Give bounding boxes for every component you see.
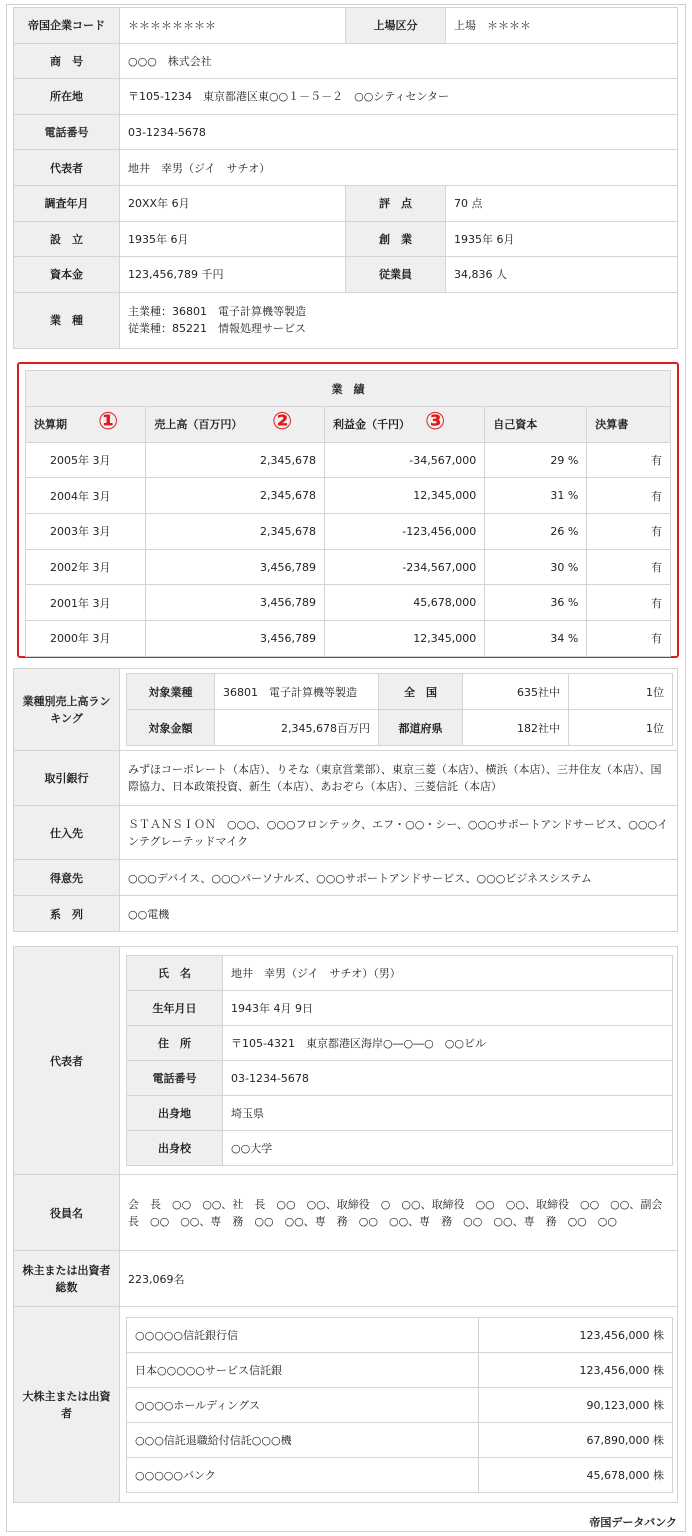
shareholder-row (127, 1422, 673, 1457)
period-cell: 2001年 3月 (26, 585, 146, 621)
score-value: 70 点 (446, 185, 678, 221)
group-value: ○○電機 (120, 896, 678, 932)
shareholders-count-value: 223,069名 (120, 1251, 678, 1307)
employees-label: 従業員 (346, 257, 446, 293)
rep-phone-value: 03-1234-5678 (223, 1061, 673, 1096)
marker-3: ③ (425, 407, 446, 435)
customers-value: ○○○デバイス、○○○パーソナルズ、○○○サポートアンドサービス、○○○ビジネスシステム (120, 860, 678, 896)
established-label: 設 立 (14, 221, 120, 257)
ranking-detail (120, 669, 678, 751)
capital-value: 123,456,789 千円 (120, 257, 346, 293)
target-industry-label: 対象業種 (127, 674, 215, 710)
group-label: 系 列 (14, 896, 120, 932)
shareholders-count-label: 株主または出資者総数 (14, 1251, 120, 1307)
period-cell: 2004年 3月 (26, 478, 146, 514)
employees-value: 34,836 人 (446, 257, 678, 293)
target-amount-label: 対象金額 (127, 710, 215, 746)
industry-main: 主業種：36801 電子計算機等製造 (128, 305, 306, 319)
score-label: 評 点 (346, 185, 446, 221)
shareholder-row (127, 1352, 673, 1387)
prefecture-rank: 1位 (569, 710, 673, 746)
shareholder-row (127, 1317, 673, 1352)
rep-name-value: 地井 幸男（ジイ サチオ）（男） (223, 956, 673, 991)
statement-cell: 有 (587, 585, 671, 621)
sales-cell: 3,456,789 (146, 549, 325, 585)
rep-phone-label: 電話番号 (127, 1061, 223, 1096)
national-rank: 1位 (569, 674, 673, 710)
performance-highlight-box (17, 362, 679, 658)
shareholder-name: ○○○信託退職給付信託○○○機 (127, 1422, 479, 1457)
shareholder-name: ○○○○○信託銀行信 (127, 1317, 479, 1352)
industry-value (120, 292, 678, 348)
representative-table (13, 946, 678, 1503)
profit-cell: 12,345,000 (325, 621, 485, 657)
representative-label: 代表者 (14, 150, 120, 186)
rep-details (120, 947, 678, 1175)
performance-row (26, 549, 671, 585)
ranking-label: 業種別売上高ランキング (14, 669, 120, 751)
representative-value: 地井 幸男（ジイ サチオ） (120, 150, 678, 186)
founded-label: 創 業 (346, 221, 446, 257)
company-name-value: ○○○ 株式会社 (120, 43, 678, 79)
rep-birth-label: 生年月日 (127, 991, 223, 1026)
shareholder-shares: 45,678,000 株 (479, 1457, 673, 1492)
header-equity: 自己資本 (485, 407, 587, 443)
statement-cell: 有 (587, 549, 671, 585)
prefecture-count: 182社中 (463, 710, 569, 746)
header-profit: 利益金（千円） (325, 407, 485, 443)
capital-label: 資本金 (14, 257, 120, 293)
header-statement: 決算書 (587, 407, 671, 443)
target-industry-value: 36801 電子計算機等製造 (215, 674, 379, 710)
equity-cell: 26 % (485, 514, 587, 550)
shareholder-shares: 90,123,000 株 (479, 1387, 673, 1422)
shareholder-shares: 67,890,000 株 (479, 1422, 673, 1457)
industry-label: 業 種 (14, 292, 120, 348)
period-cell: 2002年 3月 (26, 549, 146, 585)
performance-row (26, 621, 671, 657)
performance-row (26, 585, 671, 621)
target-amount-value: 2,345,678百万円 (215, 710, 379, 746)
phone-label: 電話番号 (14, 114, 120, 150)
equity-cell: 30 % (485, 549, 587, 585)
phone-value: 03-1234-5678 (120, 114, 678, 150)
header-sales: 売上高（百万円） (146, 407, 325, 443)
code-label: 帝国企業コード (14, 8, 120, 44)
address-label: 所在地 (14, 79, 120, 115)
major-shareholders-label: 大株主または出資者 (14, 1307, 120, 1503)
shareholder-name: ○○○○○バンク (127, 1457, 479, 1492)
rep-school-label: 出身校 (127, 1131, 223, 1166)
code-value: ＊＊＊＊＊＊＊＊ (120, 8, 346, 44)
equity-cell: 36 % (485, 585, 587, 621)
footer-brand: 帝国データバンク (589, 1516, 677, 1529)
rep-section-label: 代表者 (14, 947, 120, 1175)
rep-hometown-value: 埼玉県 (223, 1096, 673, 1131)
ranking-inner-table (126, 673, 673, 746)
performance-title: 業 績 (26, 371, 671, 407)
profit-cell: 45,678,000 (325, 585, 485, 621)
period-cell: 2003年 3月 (26, 514, 146, 550)
statement-cell: 有 (587, 514, 671, 550)
profit-cell: -234,567,000 (325, 549, 485, 585)
statement-cell: 有 (587, 621, 671, 657)
period-cell: 2000年 3月 (26, 621, 146, 657)
profit-cell: -123,456,000 (325, 514, 485, 550)
performance-row (26, 442, 671, 478)
listing-label: 上場区分 (346, 8, 446, 44)
suppliers-value: ＳＴＡＮＳＩＯＮ ○○○、○○○フロンテック、エフ・○○・シー、○○○サポートアンドサービス、○○○インテグレーテッドマイク (120, 806, 678, 860)
marker-1: ① (98, 407, 119, 435)
performance-table (25, 370, 671, 657)
shareholder-row (127, 1387, 673, 1422)
shareholder-row (127, 1457, 673, 1492)
sales-cell: 2,345,678 (146, 478, 325, 514)
equity-cell: 29 % (485, 442, 587, 478)
company-name-label: 商 号 (14, 43, 120, 79)
sales-cell: 3,456,789 (146, 621, 325, 657)
profit-cell: -34,567,000 (325, 442, 485, 478)
marker-2: ② (272, 407, 293, 435)
rep-address-value: 〒105-4321 東京都港区海岸○―○―○ ○○ビル (223, 1026, 673, 1061)
shareholder-shares: 123,456,000 株 (479, 1352, 673, 1387)
statement-cell: 有 (587, 442, 671, 478)
period-cell: 2005年 3月 (26, 442, 146, 478)
statement-cell: 有 (587, 478, 671, 514)
header-period: 決算期 (26, 407, 146, 443)
shareholder-shares: 123,456,000 株 (479, 1317, 673, 1352)
sales-cell: 3,456,789 (146, 585, 325, 621)
rep-inner-table (126, 955, 673, 1166)
equity-cell: 31 % (485, 478, 587, 514)
officers-value: 会 長 ○○ ○○、社 長 ○○ ○○、取締役 ○ ○○、取締役 ○○ ○○、取締役 ○○ ○○、副会長 ○○ ○○、専 務 ○○ ○○、専 務 ○○ ○○、専 務 ○○ ○○、専 務 ○○ ○○ (120, 1175, 678, 1251)
equity-cell: 34 % (485, 621, 587, 657)
survey-value: 20XX年 6月 (120, 185, 346, 221)
listing-value: 上場 ＊＊＊＊ (446, 8, 678, 44)
officers-label: 役員名 (14, 1175, 120, 1251)
performance-row (26, 478, 671, 514)
shareholder-name: 日本○○○○○サービス信託銀 (127, 1352, 479, 1387)
prefecture-label: 都道府県 (379, 710, 463, 746)
major-shareholders-table (126, 1317, 673, 1493)
banks-value: みずほコーポレート（本店）、りそな（東京営業部）、東京三菱（本店）、横浜（本店）、三井住友（本店）、国際協力、日本政策投資、新生（本店）、あおぞら（本店）、三菱信託（本店） (120, 751, 678, 806)
rep-name-label: 氏 名 (127, 956, 223, 991)
survey-label: 調査年月 (14, 185, 120, 221)
banks-label: 取引銀行 (14, 751, 120, 806)
rep-hometown-label: 出身地 (127, 1096, 223, 1131)
founded-value: 1935年 6月 (446, 221, 678, 257)
profit-cell: 12,345,000 (325, 478, 485, 514)
suppliers-label: 仕入先 (14, 806, 120, 860)
ranking-table (13, 668, 678, 932)
performance-row (26, 514, 671, 550)
industry-sub: 従業種：85221 情報処理サービス (128, 322, 306, 336)
major-shareholders-detail (120, 1307, 678, 1503)
national-label: 全 国 (379, 674, 463, 710)
customers-label: 得意先 (14, 860, 120, 896)
rep-school-value: ○○大学 (223, 1131, 673, 1166)
sales-cell: 2,345,678 (146, 514, 325, 550)
rep-address-label: 住 所 (127, 1026, 223, 1061)
sales-cell: 2,345,678 (146, 442, 325, 478)
established-value: 1935年 6月 (120, 221, 346, 257)
address-value: 〒105-1234 東京都港区東○○１－５－２ ○○シティセンター (120, 79, 678, 115)
rep-birth-value: 1943年 4月 9日 (223, 991, 673, 1026)
national-count: 635社中 (463, 674, 569, 710)
shareholder-name: ○○○○ホールディングス (127, 1387, 479, 1422)
basic-info-table (13, 7, 678, 349)
